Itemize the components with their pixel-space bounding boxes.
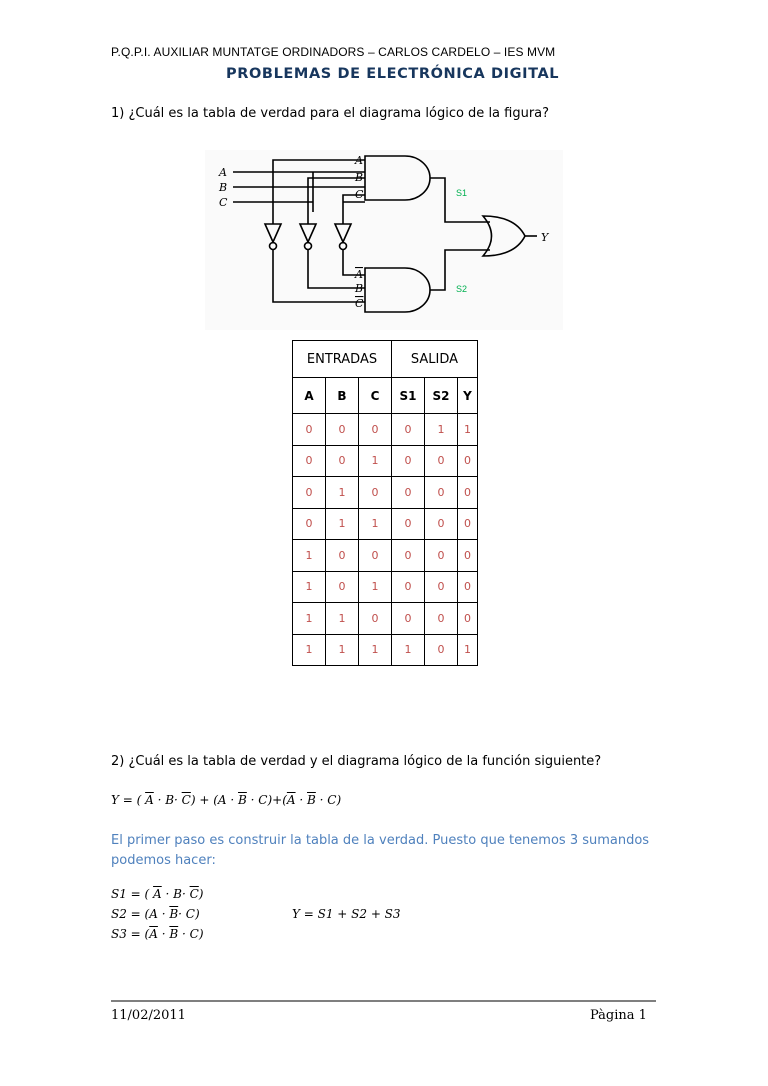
formula-part: · C)	[315, 793, 342, 807]
table-cell: 0	[326, 540, 359, 572]
output-y-label: Y	[541, 231, 549, 244]
table-cell: 0	[293, 445, 326, 477]
input-a-label: A	[219, 166, 227, 179]
table-cell: 0	[392, 571, 425, 603]
table-row	[293, 445, 478, 477]
table-cell: 1	[293, 634, 326, 666]
table-cell: 1	[326, 634, 359, 666]
table-cell: 0	[359, 603, 392, 635]
formula-part: ·	[295, 793, 308, 807]
explanation-line-1: El primer paso es construir la tabla de la verdad. Puesto que tenemos 3 sumandos	[111, 833, 650, 848]
column-header: B	[326, 378, 359, 414]
formula-part: $\overline{B}$	[307, 793, 316, 807]
table-row	[293, 414, 478, 446]
def-part: S3 = (	[111, 927, 150, 941]
def-part: $\overline{A}$	[153, 887, 162, 901]
table-cell: 0	[392, 477, 425, 509]
def-part: $\overline{B}$	[169, 907, 179, 921]
gate1-input-a: A	[355, 154, 363, 167]
table-cell: 0	[326, 445, 359, 477]
table-cell: 0	[458, 508, 478, 540]
def-part: · B·	[161, 887, 190, 901]
table-cell: 0	[293, 508, 326, 540]
gate1-input-c: C	[355, 188, 364, 201]
table-cell: 0	[359, 414, 392, 446]
gate2-input-c: C	[355, 297, 364, 310]
table-cell: 0	[425, 634, 458, 666]
table-row	[293, 540, 478, 572]
table-cell: 0	[359, 540, 392, 572]
group-header-entradas: ENTRADAS	[293, 341, 392, 378]
table-cell: 1	[425, 414, 458, 446]
def-part: $\overline{B}$	[169, 927, 179, 941]
gate1-input-b: B	[355, 171, 364, 184]
question-1: 1) ¿Cuál es la tabla de verdad para el diagrama lógico de la figura?	[111, 106, 550, 121]
table-cell: 1	[359, 508, 392, 540]
s2-label: S2	[456, 284, 468, 294]
table-cell: 1	[359, 445, 392, 477]
def-part: $\overline{C}$	[189, 887, 199, 901]
input-c-label: C	[219, 196, 228, 209]
table-cell: 0	[392, 445, 425, 477]
table-cell: 1	[293, 571, 326, 603]
def-part: )	[198, 887, 204, 901]
table-cell: 1	[458, 634, 478, 666]
formula-part: $\overline{B}$	[238, 793, 247, 807]
formula-part: $\overline{A}$	[145, 793, 154, 807]
formula-part: ) + (A ·	[190, 793, 239, 807]
formula-part: $\overline{A}$	[286, 793, 296, 807]
table-row	[293, 634, 478, 666]
definition-y: Y = S1 + S2 + S3	[292, 907, 401, 921]
formula-part: · C)+(	[246, 793, 287, 807]
table-row	[293, 603, 478, 635]
definition-s1	[111, 887, 203, 901]
explanation-line-2: podemos hacer:	[111, 853, 216, 868]
table-cell: 1	[326, 603, 359, 635]
logic-diagram	[205, 150, 563, 330]
column-header: A	[293, 378, 326, 414]
table-cell: 0	[425, 540, 458, 572]
definition-s3	[111, 927, 204, 941]
table-cell: 0	[425, 571, 458, 603]
table-row	[293, 508, 478, 540]
table-cell: 0	[392, 540, 425, 572]
table-cell: 0	[392, 508, 425, 540]
formula-part: $\overline{C}$	[181, 793, 191, 807]
table-cell: 0	[458, 540, 478, 572]
table-cell: 0	[293, 477, 326, 509]
table-cell: 0	[425, 445, 458, 477]
table-cell: 0	[392, 414, 425, 446]
function-formula	[111, 793, 341, 807]
formula-part: Y = (	[111, 793, 146, 807]
footer-page-number: Pàgina 1	[590, 1008, 647, 1023]
table-cell: 1	[392, 634, 425, 666]
table-cell: 0	[326, 571, 359, 603]
column-header: S1	[392, 378, 425, 414]
table-cell: 1	[293, 540, 326, 572]
question-2: 2) ¿Cuál es la tabla de verdad y el diagrama lógico de la función siguiente?	[111, 754, 602, 769]
page-header: P.Q.P.I. AUXILIAR MUNTATGE ORDINADORS – CARLOS CARDELO – IES MVM	[111, 45, 556, 59]
table-cell: 0	[458, 571, 478, 603]
footer-divider	[111, 1000, 656, 1002]
s1-label: S1	[456, 188, 468, 198]
table-cell: 0	[392, 603, 425, 635]
table-cell: 0	[425, 603, 458, 635]
table-cell: 0	[458, 445, 478, 477]
table-row	[293, 477, 478, 509]
gate2-input-a: A	[355, 268, 363, 281]
def-part: · C)	[178, 927, 204, 941]
table-cell: 0	[359, 477, 392, 509]
group-header-salida: SALIDA	[392, 341, 478, 378]
table-cell: 0	[425, 508, 458, 540]
def-part: $\overline{A}$	[149, 927, 158, 941]
table-cell: 0	[458, 477, 478, 509]
table-cell: 1	[359, 571, 392, 603]
column-header: C	[359, 378, 392, 414]
table-cell: 1	[359, 634, 392, 666]
footer-date: 11/02/2011	[111, 1008, 186, 1023]
column-header: S2	[425, 378, 458, 414]
input-b-label: B	[219, 181, 228, 194]
formula-part: · B·	[153, 793, 182, 807]
table-cell: 1	[293, 603, 326, 635]
def-part: · C)	[178, 907, 200, 921]
table-cell: 1	[458, 414, 478, 446]
table-row	[293, 571, 478, 603]
column-header: Y	[458, 378, 478, 414]
table-cell: 1	[326, 477, 359, 509]
document-title: PROBLEMAS DE ELECTRÓNICA DIGITAL	[226, 66, 560, 82]
truth-table	[292, 340, 478, 666]
table-cell: 0	[326, 414, 359, 446]
def-part: S2 = (A ·	[111, 907, 170, 921]
def-part: S1 = (	[111, 887, 154, 901]
table-cell: 1	[326, 508, 359, 540]
gate2-input-b: B	[355, 282, 364, 295]
table-cell: 0	[425, 477, 458, 509]
definition-s2	[111, 907, 200, 921]
table-cell: 0	[458, 603, 478, 635]
def-part: ·	[157, 927, 170, 941]
table-cell: 0	[293, 414, 326, 446]
